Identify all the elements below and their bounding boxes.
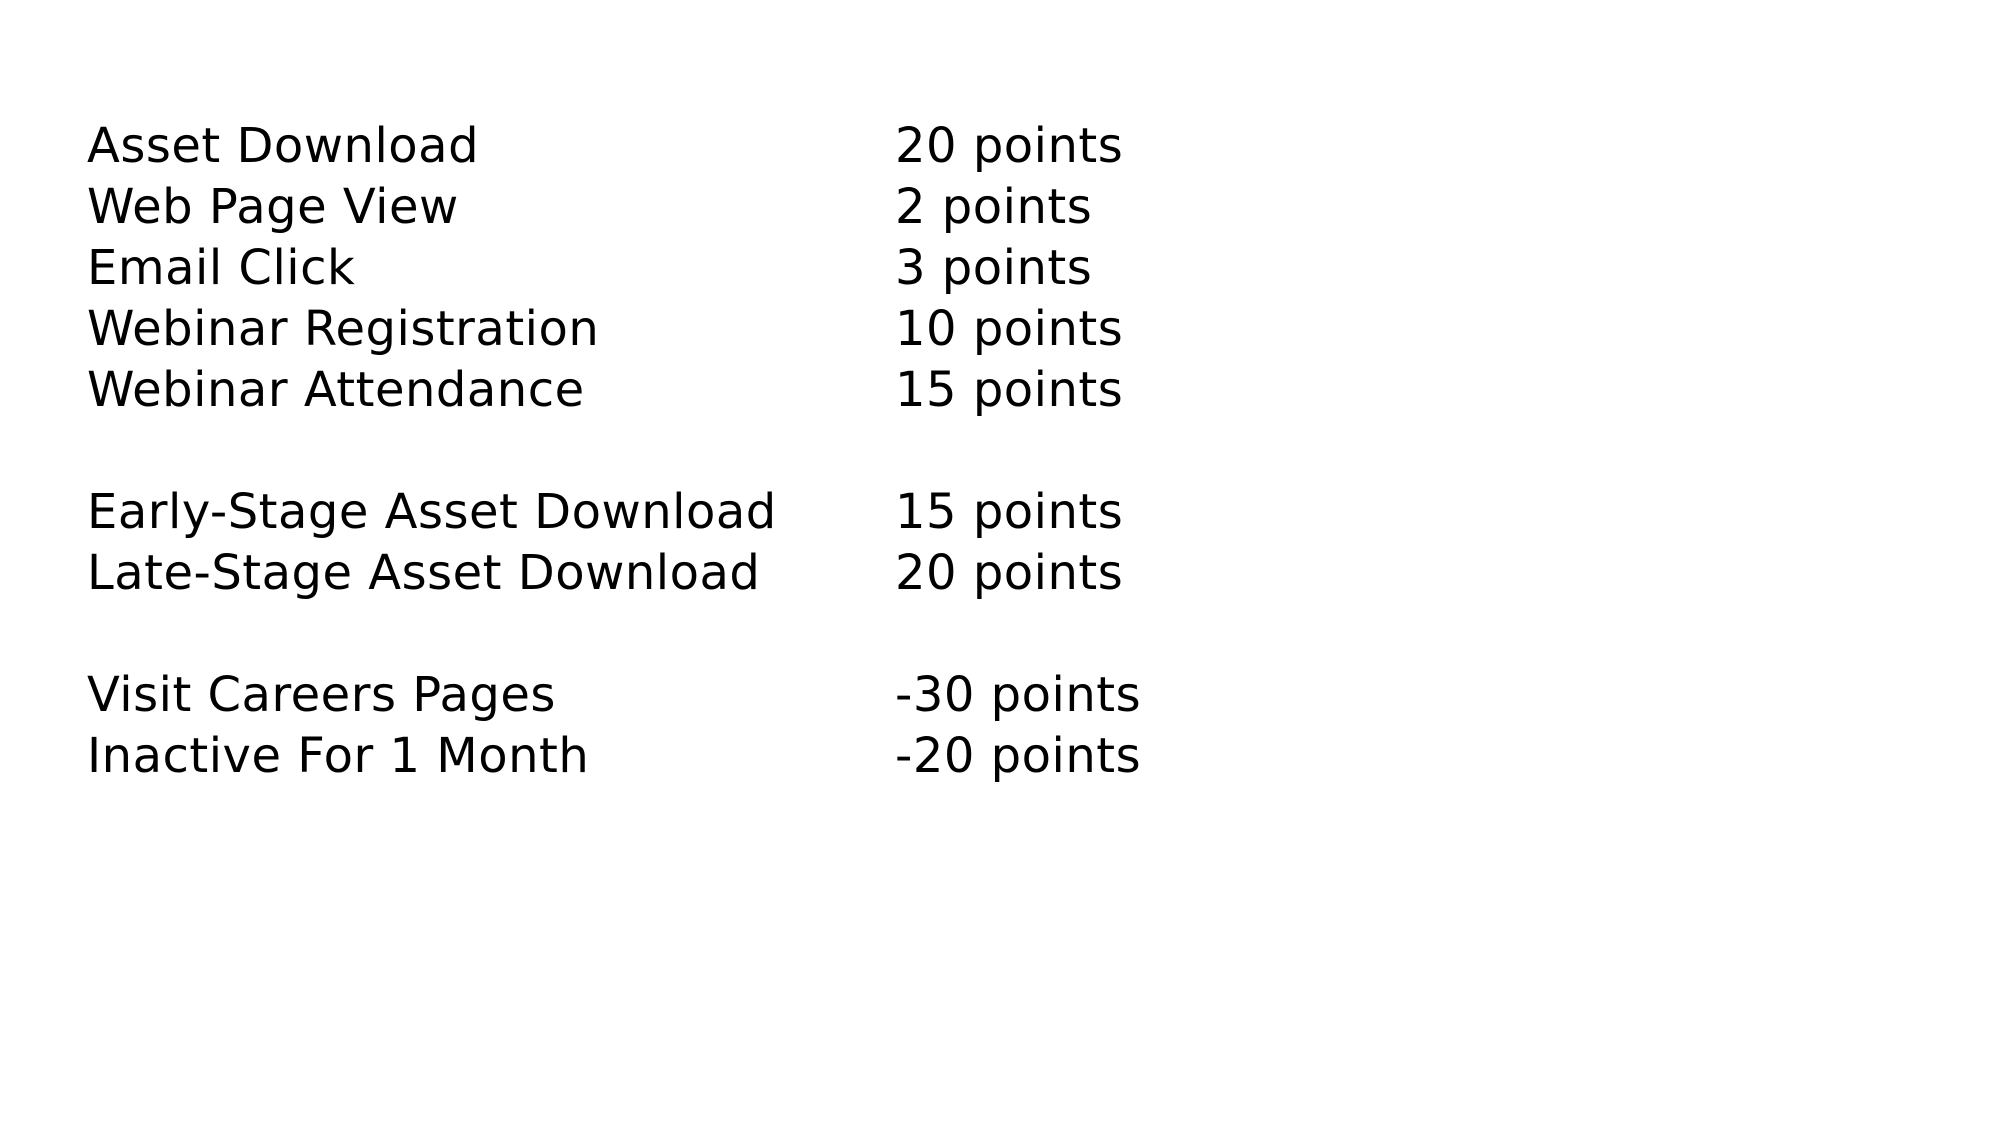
score-row xyxy=(87,482,1287,543)
score-value: -20 points xyxy=(895,728,1142,784)
score-value: 20 points xyxy=(895,118,1124,174)
score-row xyxy=(87,177,1287,238)
negative-scores-group xyxy=(87,665,1287,787)
engagement-scores-group xyxy=(87,116,1287,421)
score-value: 15 points xyxy=(895,484,1124,540)
score-value: -30 points xyxy=(895,667,1142,723)
activity-label: Web Page View xyxy=(87,179,459,235)
score-row xyxy=(87,543,1287,604)
score-value: 2 points xyxy=(895,179,1093,235)
score-row xyxy=(87,299,1287,360)
score-row xyxy=(87,116,1287,177)
score-value: 10 points xyxy=(895,301,1124,357)
asset-stage-scores-group xyxy=(87,482,1287,604)
score-row xyxy=(87,238,1287,299)
activity-label: Email Click xyxy=(87,240,356,296)
score-row xyxy=(87,360,1287,421)
score-row xyxy=(87,665,1287,726)
activity-label: Early-Stage Asset Download xyxy=(87,484,777,540)
score-value: 3 points xyxy=(895,240,1093,296)
activity-label: Late-Stage Asset Download xyxy=(87,545,761,601)
activity-label: Inactive For 1 Month xyxy=(87,728,590,784)
activity-label: Asset Download xyxy=(87,118,480,174)
activity-label: Visit Careers Pages xyxy=(87,667,556,723)
activity-label: Webinar Attendance xyxy=(87,362,585,418)
activity-label: Webinar Registration xyxy=(87,301,600,357)
score-value: 15 points xyxy=(895,362,1124,418)
score-row xyxy=(87,726,1287,787)
score-value: 20 points xyxy=(895,545,1124,601)
